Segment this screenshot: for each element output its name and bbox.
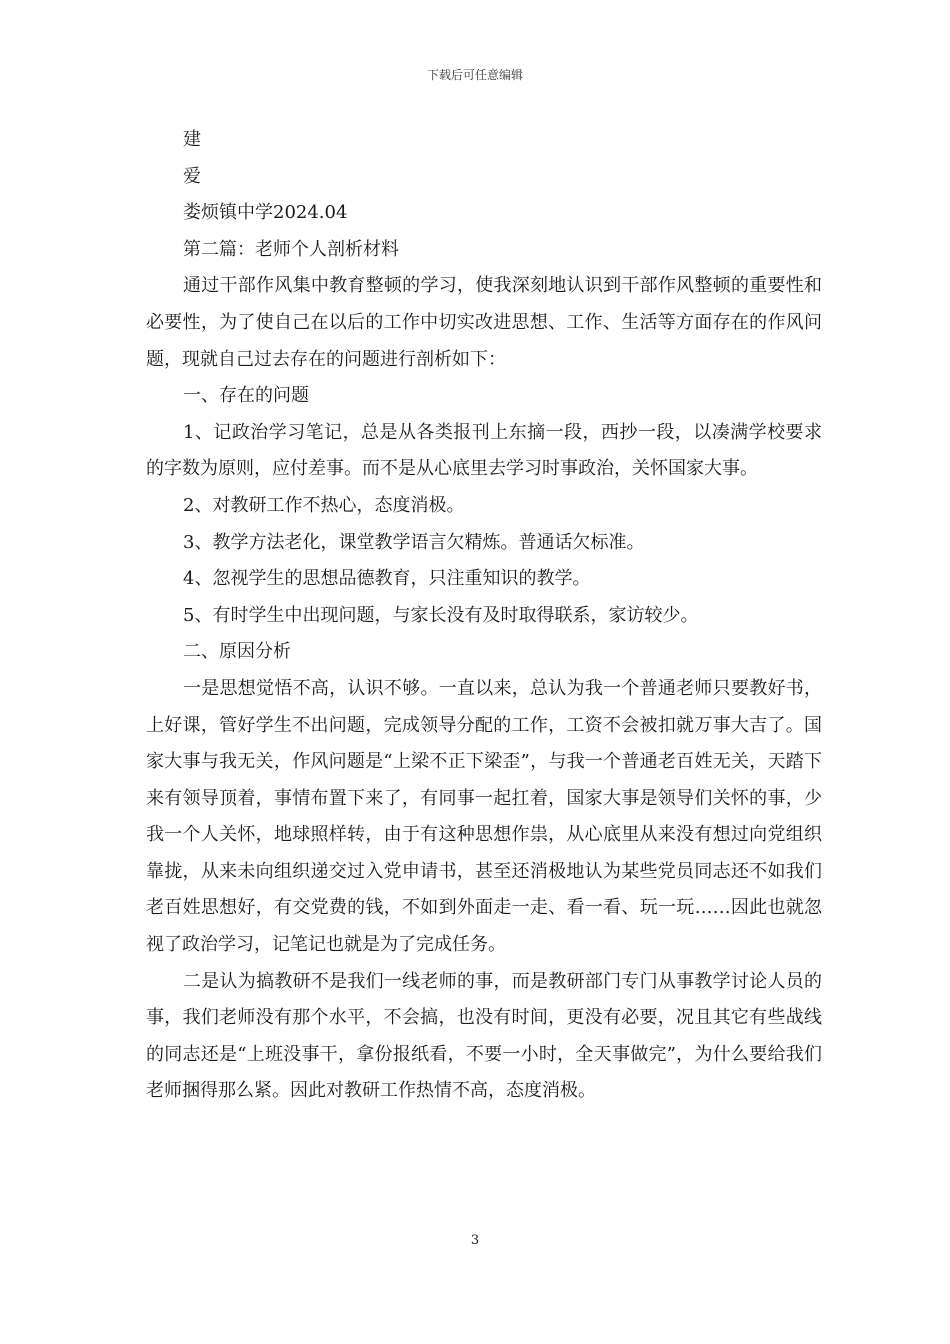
intro-paragraph: 通过干部作风集中教育整顿的学习，使我深刻地认识到干部作风整顿的重要性和必要性，为了使自己在以后的工作中切实改进思想、工作、生活等方面存在的作风问题，现就自己过去存在的问题进行剖析如下： [146,275,822,370]
school-date-line: 娄烦镇中学2024.04 [183,202,348,224]
problem-item-5: 5、有时学生中出现问题，与家长没有及时取得联系，家访较少。 [183,604,699,626]
section-title: 第二篇：老师个人剖析材料 [183,238,399,260]
problem-item-3: 3、教学方法老化，课堂教学语言欠精炼。普通话欠标准。 [183,531,645,553]
heading-cause-analysis: 二、原因分析 [183,641,291,663]
problem-item-4: 4、忽视学生的思想品德教育，只注重知识的教学。 [183,568,591,590]
heading-existing-problems: 一、存在的问题 [183,385,309,407]
text-line-jian: 建 [183,129,201,150]
document-body [146,122,822,1110]
problem-item-2: 2、对教研工作不热心，态度消极。 [183,494,465,516]
text-line-ai: 爱 [183,165,201,187]
cause-paragraph-2: 二是认为搞教研不是我们一线老师的事，而是教研部门专门从事教学讨论人员的事，我们老师没有那个水平，不会搞，也没有时间，更没有必要，况且其它有些战线的同志还是“上班没事干，拿份报纸看，不要一小时，全天事做完”，为什么要给我们老师捆得那么紧。因此对教研工作热情不高，态度消极。 [146,970,822,1102]
problem-item-1: 1、记政治学习笔记，总是从各类报刊上东摘一段，西抄一段，以凑满学校要求的字数为原则，应付差事。而不是从心底里去学习时事政治，关怀国家大事。 [146,421,822,480]
page-header-note: 下载后可任意编辑 [426,68,523,82]
cause-paragraph-1: 一是思想觉悟不高，认识不够。一直以来，总认为我一个普通老师只要教好书，上好课，管好学生不出问题，完成领导分配的工作，工资不会被扣就万事大吉了。国家大事与我无关，作风问题是“上梁不正下梁歪”，与我一个普通老百姓无关，天踏下来有领导顶着，事情布置下来了，有同事一起扛着，国家大事是领导们关怀的事，少我一个人关怀，地球照样转，由于有这种思想作祟，从心底里从来没有想过向党组织靠拢，从来未向组织递交过入党申请书，甚至还消极地认为某些党员同志还不如我们老百姓思想好，有交党费的钱，不如到外面走一走、看一看、玩一玩……因此也就忽视了政治学习，记笔记也就是为了完成任务。 [146,677,822,956]
page-number: 3 [470,1233,480,1248]
